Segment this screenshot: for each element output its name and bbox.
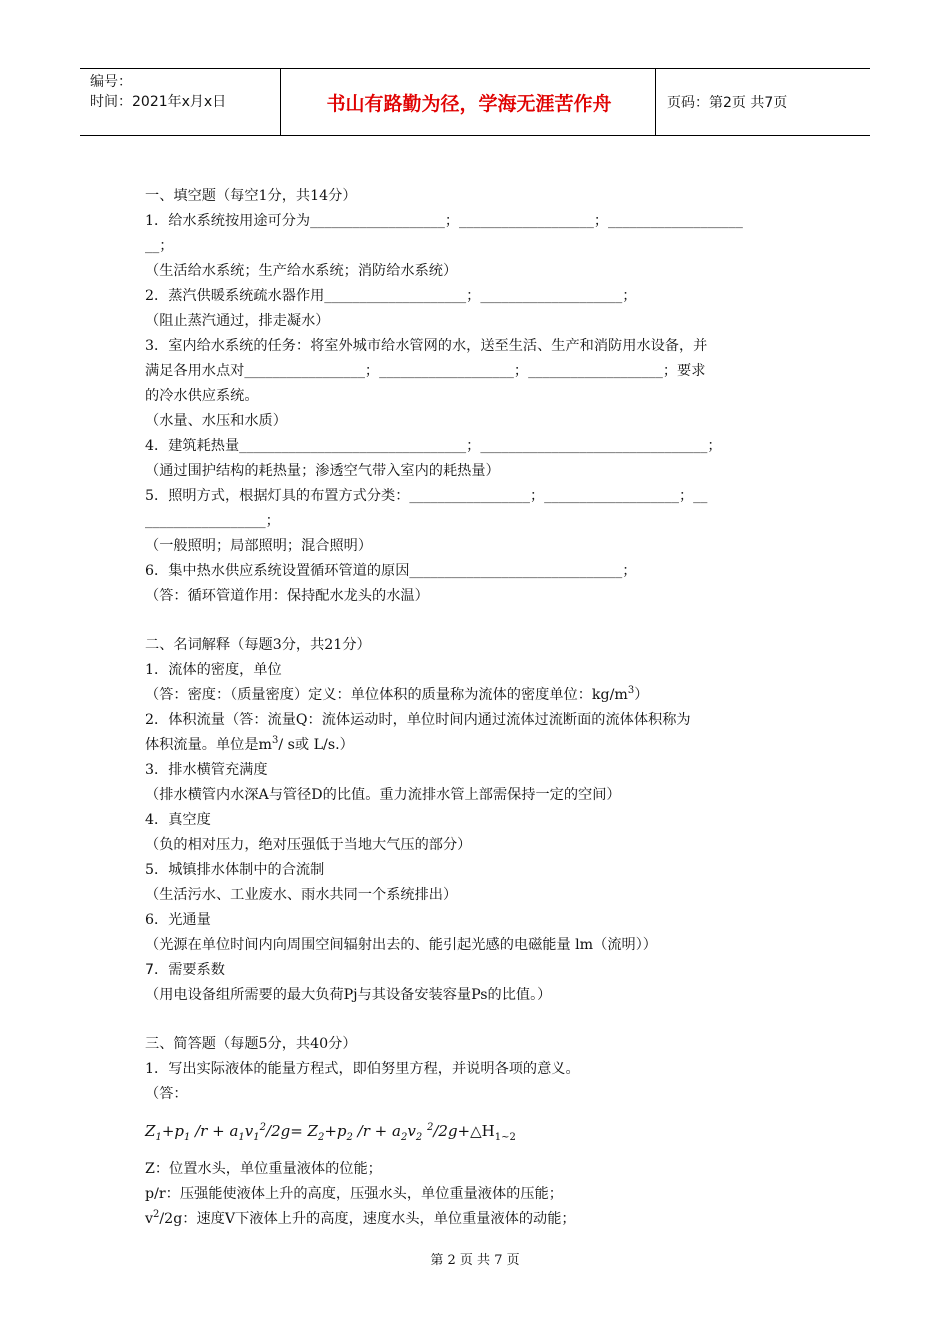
s2-q1-answer-sup: 3: [627, 685, 635, 696]
header-number-label: 编号：: [90, 74, 132, 90]
f-g2: /2g+: [433, 1122, 471, 1140]
s3-v-meaning-sup: 2: [153, 1209, 160, 1220]
s2-q2-line2-tail: / s或 L/s.）: [278, 737, 354, 753]
s1-q1-line2: __；: [145, 238, 174, 254]
s2-q3: 3．排水横管充满度: [145, 762, 268, 778]
f-v1: v: [244, 1122, 254, 1140]
header-left-cell: [90, 72, 226, 112]
s3-pr-meaning: p/r：压强能使液体上升的高度，压强水头，单位重量液体的压能；: [145, 1186, 563, 1202]
f-p2-sub: 2: [346, 1132, 353, 1143]
f-p1-sub: 1: [183, 1132, 191, 1143]
header-time-label: 时间：2021年x月x日: [90, 94, 227, 110]
section3-title: 三、简答题（每题5分，共40分）: [145, 1036, 357, 1052]
s2-q7-answer: （用电设备组所需要的最大负荷Pj与其设备安装容量Ps的比值。）: [145, 987, 552, 1003]
s2-q1-answer: [145, 686, 648, 704]
f-dh-sub: 1~2: [494, 1132, 516, 1143]
s1-q4-line1: 4．建筑耗热量________________________________；________________________________；: [145, 438, 722, 454]
s2-q2-line1: 2．体积流量（答：流量Q：流体运动时，单位时间内通过流体过流断面的流体体积称为: [145, 712, 691, 728]
s1-q3-line3: 的冷水供应系统。: [145, 388, 259, 404]
f-p2: +p: [324, 1122, 347, 1140]
header-motto: 书山有路勤为径，学海无涯苦作舟: [326, 92, 612, 115]
s2-q5-answer: （生活污水、工业废水、雨水共同一个系统排出）: [145, 887, 458, 903]
f-v2-sub: 2: [415, 1132, 423, 1143]
s2-q7: 7．需要系数: [145, 962, 225, 978]
s2-q1-answer-text: （答：密度：（质量密度）定义：单位体积的质量称为流体的密度单位：kg/m: [145, 687, 628, 703]
s2-q2-line2-text: 体积流量。单位是m: [145, 737, 272, 753]
s2-q4: 4．真空度: [145, 812, 211, 828]
s3-v-meaning-text: /2g：速度V下液体上升的高度，速度水头，单位重量液体的动能；: [159, 1211, 576, 1227]
section2-title: 二、名词解释（每题3分，共21分）: [145, 637, 371, 653]
header-divider-2: [655, 68, 656, 136]
header-bottom-rule: [80, 135, 870, 136]
s1-q2-line1: 2．蒸汽供暖系统疏水器作用____________________；____________________；: [145, 288, 637, 304]
s2-q2-line2-sup: 3: [271, 735, 279, 746]
header-divider-1: [280, 68, 281, 136]
section1-title: 一、填空题（每空1分，共14分）: [145, 188, 357, 204]
s2-q6: 6．光通量: [145, 912, 211, 928]
s3-z-meaning: Z：位置水头，单位重量液体的位能；: [145, 1161, 382, 1177]
s2-q2-line2: [145, 736, 354, 754]
s3-q1: 1．写出实际液体的能量方程式，即伯努里方程，并说明各项的意义。: [145, 1061, 580, 1077]
f-v1-sup: 2: [259, 1122, 267, 1133]
f-g1: /2g= Z: [266, 1122, 318, 1140]
s1-q6-line1: 6．集中热水供应系统设置循环管道的原因______________________________；: [145, 563, 637, 579]
f-z1-sub: 1: [155, 1132, 162, 1143]
s2-q6-answer: （光源在单位时间内向周围空间辐射出去的、能引起光感的电磁能量 lm（流明））: [145, 937, 657, 953]
s1-q5-line2: _________________；: [145, 513, 280, 529]
s1-q6-answer: （答：循环管道作用：保持配水龙头的水温）: [145, 588, 429, 604]
header-page-info: 页码：第2页 共7页: [667, 95, 788, 111]
bernoulli-formula: [145, 1122, 516, 1143]
f-v1-sub: 1: [253, 1132, 260, 1143]
s3-v-meaning-v: v: [145, 1211, 154, 1227]
s1-q2-answer: （阻止蒸汽通过，排走凝水）: [145, 313, 330, 329]
s1-q1-line1: 1．给水系统按用途可分为___________________；___________________；___________________: [145, 213, 743, 229]
s1-q3-line1: 3．室内给水系统的任务：将室外城市给水管网的水，送至生活、生产和消防用水设备，并: [145, 338, 708, 354]
s2-q5: 5．城镇排水体制中的合流制: [145, 862, 325, 878]
s2-q3-answer: （排水横管内水深A与管径D的比值。重力流排水管上部需保持一定的空间）: [145, 787, 621, 803]
page-header: [80, 68, 870, 136]
s1-q4-answer: （通过围护结构的耗热量；渗透空气带入室内的耗热量）: [145, 463, 500, 479]
f-p1: +p: [161, 1122, 184, 1140]
s3-answer-open: （答：: [145, 1086, 188, 1102]
s1-q5-answer: （一般照明；局部照明；混合照明）: [145, 538, 373, 554]
f-a1-sub: 1: [238, 1132, 245, 1143]
f-z2-sub: 2: [317, 1132, 325, 1143]
s3-v-meaning: [145, 1210, 576, 1228]
s2-q4-answer: （负的相对压力，绝对压强低于当地大气压的部分）: [145, 837, 472, 853]
s1-q3-answer: （水量、水压和水质）: [145, 413, 287, 429]
f-a2-sub: 2: [400, 1132, 408, 1143]
f-dh: △H: [470, 1122, 495, 1140]
page-footer: 第 2 页 共 7 页: [430, 1253, 520, 1268]
f-z1: Z: [145, 1122, 156, 1140]
s2-q1: 1．流体的密度，单位: [145, 662, 282, 678]
s1-q5-line1: 5．照明方式，根据灯具的布置方式分类：_________________；___________________；__: [145, 488, 708, 504]
f-r2: /r + a: [352, 1122, 401, 1140]
s2-q1-answer-close: ）: [634, 687, 649, 703]
f-r1: /r + a: [190, 1122, 239, 1140]
f-v2-sup: 2: [426, 1122, 434, 1133]
f-v2: v: [407, 1122, 416, 1140]
s1-q3-line2: 满足各用水点对_________________；___________________；___________________；要求: [145, 363, 706, 379]
s1-q1-answer: （生活给水系统；生产给水系统；消防给水系统）: [145, 263, 458, 279]
